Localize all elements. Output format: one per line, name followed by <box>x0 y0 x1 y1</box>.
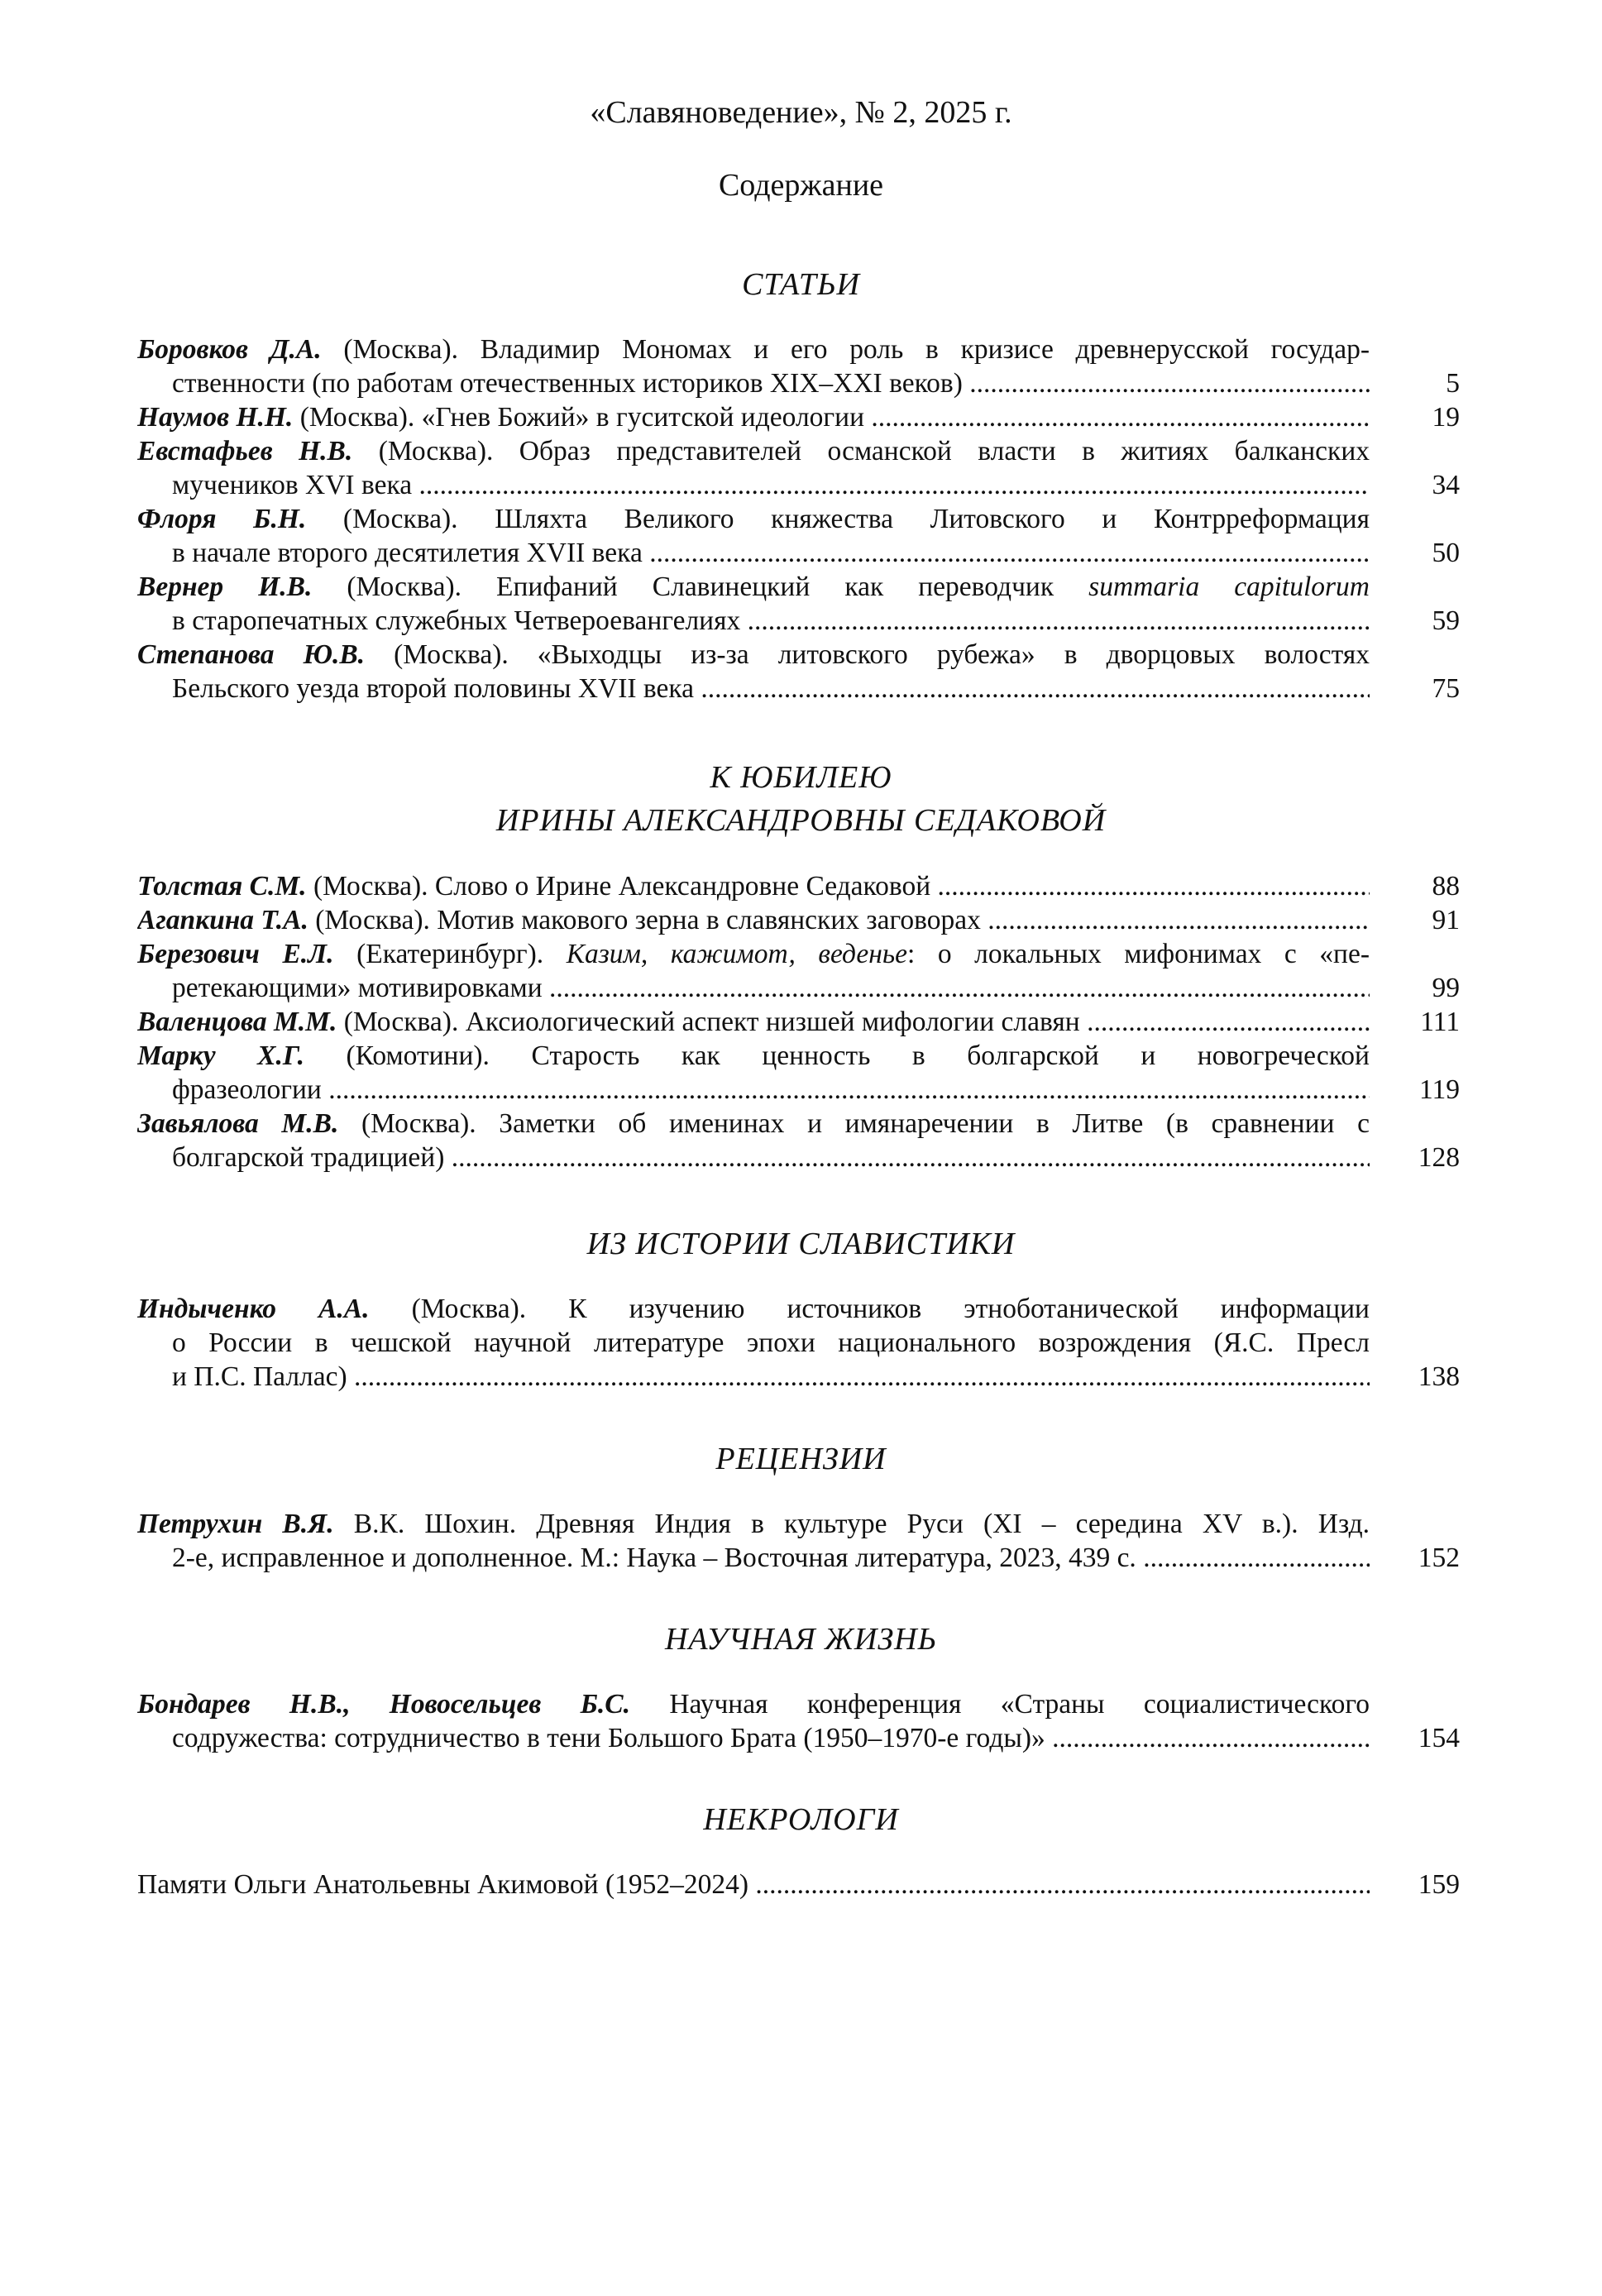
entry-title: (Москва). Владимир Мономах и его роль в кризисе древнерусской государ- <box>321 334 1370 365</box>
section-subtitle-jubilee: ИРИНЫ АЛЕКСАНДРОВНЫ СЕДАКОВОЙ <box>495 803 1107 838</box>
toc-entry[interactable] <box>137 638 1461 706</box>
entry-title: (Москва). Образ представителей османской власти в житиях балканских <box>352 436 1370 466</box>
entry-author: Березович Е.Л. <box>137 939 334 969</box>
entry-author: Наумов Н.Н. <box>137 402 294 433</box>
entry-title: (Екатеринбург). <box>333 939 567 969</box>
entry-title-cont: и П.С. Паллас) ..... <box>172 1361 1370 1392</box>
entry-title: (Москва). Аксиологический аспект низшей мифологии славян ..... <box>337 1007 1370 1037</box>
entry-author: Вернер И.В. <box>137 572 313 602</box>
entry-author: Агапкина Т.А. <box>137 905 308 935</box>
entry-title-cont: Бельского уезда второй половины XVII века ..... <box>172 673 1370 704</box>
entry-title-italic: summaria capitulorum <box>1088 572 1370 602</box>
entry-title-cont: 2-е, исправленное и дополненное. М.: Наука – Восточная литература, 2023, 439 с. ..... <box>172 1543 1370 1573</box>
section-title-obituaries: НЕКРОЛОГИ <box>703 1802 899 1837</box>
entry-page-number: 75 <box>1432 673 1460 704</box>
entry-page-number: 50 <box>1432 538 1460 568</box>
entry-author: Флоря Б.Н. <box>137 504 307 534</box>
toc-entry[interactable] <box>137 434 1461 502</box>
contents-title: Содержание <box>718 168 884 203</box>
entry-author: Марку Х.Г. <box>137 1040 304 1071</box>
entry-page-number: 91 <box>1432 905 1460 935</box>
toc-entry[interactable] <box>137 869 1461 903</box>
entry-author: Бондарев Н.В., Новосельцев Б.С. <box>137 1689 630 1720</box>
entry-page-number: 59 <box>1432 605 1460 636</box>
entry-title: Научная конференция «Страны социалистического <box>630 1689 1370 1720</box>
entry-author: Индыченко А.А. <box>137 1294 370 1324</box>
journal-header: «Славяноведение», № 2, 2025 г. <box>590 95 1012 130</box>
toc-entry[interactable] <box>137 1292 1461 1394</box>
entry-title: В.К. Шохин. Древняя Индия в культуре Руси (XI – середина XV в.). Изд. <box>333 1509 1370 1539</box>
section-title-reviews: РЕЦЕНЗИИ <box>715 1442 887 1476</box>
entry-page-number: 34 <box>1432 470 1460 500</box>
toc-entry[interactable] <box>137 1005 1461 1039</box>
toc-entry[interactable] <box>137 502 1461 570</box>
entry-page-number: 111 <box>1420 1007 1460 1037</box>
entry-title-cont: мучеников XVI века ..... <box>172 470 1370 500</box>
toc-entry[interactable] <box>137 903 1461 937</box>
entry-page-number: 119 <box>1418 1074 1460 1105</box>
entry-title-cont: болгарской традицией) ..... <box>172 1142 1370 1173</box>
entry-title-cont: в старопечатных служебных Четвероевангелиях ..... <box>172 605 1370 636</box>
entry-author: Степанова Ю.В. <box>137 639 366 670</box>
toc-entry[interactable] <box>137 570 1461 638</box>
entry-title: (Москва). Шляхта Великого княжества Литовского и Контрреформация <box>306 504 1370 534</box>
entry-page-number: 138 <box>1418 1361 1460 1392</box>
entry-title: (Москва). Заметки об именинах и имянаречении в Литве (в сравнении с <box>338 1108 1370 1139</box>
entry-title-italic: Казим, кажимот, веденье <box>566 939 907 969</box>
entry-page-number: 154 <box>1418 1723 1460 1753</box>
entry-author: Завьялова М.В. <box>137 1108 339 1139</box>
entry-title: (Москва). К изучению источников этноботанической информации <box>369 1294 1370 1324</box>
entry-title-cont: ственности (по работам отечественных историков XIX–XXI веков) ..... <box>172 368 1370 399</box>
entry-title-cont: о России в чешской научной литературе эпохи национального возрождения (Я.С. Пресл <box>172 1327 1370 1358</box>
entry-page-number: 5 <box>1446 368 1460 399</box>
entry-title-cont: содружества: сотрудничество в тени Большого Брата (1950–1970-е годы)» ..... <box>172 1723 1370 1753</box>
entry-author: Боровков Д.А. <box>137 334 322 365</box>
entry-page-number: 152 <box>1418 1543 1460 1573</box>
toc-entry[interactable] <box>137 1507 1461 1575</box>
section-title-history: ИЗ ИСТОРИИ СЛАВИСТИКИ <box>586 1227 1016 1261</box>
entry-title-cont: фразеологии ..... <box>172 1074 1370 1105</box>
entry-page-number: 159 <box>1418 1869 1460 1900</box>
entry-title: (Москва). «Выходцы из-за литовского рубежа» в дворцовых волостях <box>365 639 1370 670</box>
entry-title: (Москва). Слово о Ирине Александровне Седаковой ..... <box>307 871 1370 902</box>
entry-title: (Комотини). Старость как ценность в болгарской и новогреческой <box>304 1040 1370 1071</box>
toc-entry[interactable] <box>137 937 1461 1005</box>
toc-entry[interactable] <box>137 1687 1461 1755</box>
toc-entry[interactable] <box>137 1039 1461 1107</box>
section-title-scientific-life: НАУЧНАЯ ЖИЗНЬ <box>664 1622 938 1657</box>
entry-title: : о локальных мифонимах с «пе- <box>906 939 1370 969</box>
section-title-jubilee: К ЮБИЛЕЮ <box>710 760 892 795</box>
entry-title-cont: в начале второго десятилетия XVII века ..... <box>172 538 1370 568</box>
entry-page-number: 99 <box>1432 973 1460 1003</box>
entry-title: Памяти Ольги Анатольевны Акимовой (1952–2024) ..... <box>137 1869 1370 1900</box>
toc-entry[interactable] <box>137 1107 1461 1174</box>
toc-entry[interactable] <box>137 400 1461 434</box>
entry-title-cont: ретекающими» мотивировками ..... <box>172 973 1370 1003</box>
entry-author: Петрухин В.Я. <box>137 1509 334 1539</box>
entry-title: (Москва). «Гнев Божий» в гуситской идеологии ..... <box>293 402 1370 433</box>
entry-title: (Москва). Епифаний Славинецкий как переводчик <box>312 572 1089 602</box>
section-title-articles: СТАТЬИ <box>742 267 860 302</box>
entry-title: (Москва). Мотив макового зерна в славянских заговорах ..... <box>308 905 1370 935</box>
toc-entry[interactable] <box>137 332 1461 400</box>
entry-author: Толстая С.М. <box>137 871 307 902</box>
entry-page-number: 128 <box>1418 1142 1460 1173</box>
entry-author: Евстафьев Н.В. <box>137 436 353 466</box>
toc-entry[interactable] <box>137 1868 1461 1901</box>
entry-page-number: 19 <box>1432 402 1460 433</box>
entry-page-number: 88 <box>1432 871 1460 902</box>
entry-author: Валенцова М.М. <box>137 1007 337 1037</box>
